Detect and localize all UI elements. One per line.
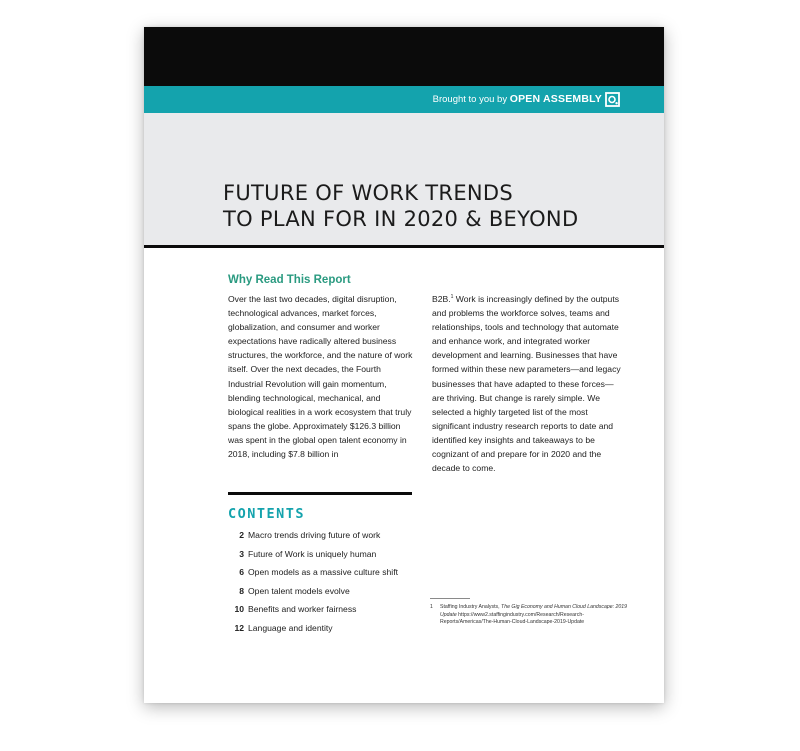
why-read-paragraph-left: Over the last two decades, digital disruption, technological advances, market forces, globalization, and consumer and worker expectations have radically altered business structures, the workforce, and the nature of work itself. Over the next decades, the Fourth Industrial Revolution will gain momentum, blending technological, mechanical, and biological realities in a work ecosystem that truly spans the globe. Approximately $126.3 billion was spent in the global open talent economy in 2018, including $7.8 billion in — [228, 294, 413, 460]
contents-page-number: 8 — [239, 585, 244, 596]
why-read-paragraph-right-text: Work is increasingly defined by the outputs and problems the workforce solves, teams and relationships, tools and technology that automate and enhance work, and integrated worker development and learning. Businesses that have formed within these new parameters—and legacy businesses that have adapted to these forces—are thriving. But change is rarely simple. We selected a highly targeted list of the most significant industry research reports to date and identified key insights and takeaways to be cognizant of and prepare for in 2020 and the decade to come. — [432, 294, 621, 474]
title-divider — [144, 245, 664, 248]
contents-item-label: Open models as a massive culture shift — [248, 567, 398, 578]
contents-item — [228, 549, 418, 568]
contents-list — [228, 530, 418, 642]
contents-page-number: 3 — [239, 548, 244, 559]
why-read-heading: Why Read This Report — [228, 274, 351, 286]
brought-to-you-text: Brought to you by — [432, 94, 508, 105]
contents-heading: CONTENTS — [228, 506, 306, 522]
contents-item — [228, 530, 418, 549]
contents-item — [228, 623, 418, 642]
contents-divider — [228, 492, 412, 495]
footnote — [430, 604, 628, 627]
report-page — [144, 27, 664, 703]
contents-item-label: Open talent models evolve — [248, 585, 350, 596]
contents-item — [228, 604, 418, 623]
why-read-paragraph-right — [432, 292, 624, 475]
contents-item — [228, 567, 418, 586]
contents-item-label: Future of Work is uniquely human — [248, 548, 377, 559]
contents-item-label: Benefits and worker fairness — [248, 604, 357, 615]
sponsor-band — [144, 86, 664, 113]
report-title: FUTURE OF WORK TRENDS TO PLAN FOR IN 2020 & BEYOND — [223, 181, 579, 231]
footnote-text — [440, 604, 628, 627]
contents-item — [228, 586, 418, 605]
sponsor-credit — [433, 86, 602, 113]
footnote-divider — [430, 598, 470, 599]
footnote-ref: 1 — [450, 294, 454, 301]
footnote-url: https://www2.staffingindustry.com/Research/Research-Reports/Americas/The-Human-Cloud-Landscape-2019-Update — [440, 611, 585, 625]
open-assembly-logo-icon — [605, 92, 620, 107]
brand-name: OPEN ASSEMBLY — [509, 93, 602, 105]
footnote-source: Staffing Industry Analysts, — [440, 604, 502, 610]
header-black-band — [144, 27, 664, 86]
contents-page-number: 6 — [239, 567, 244, 578]
contents-page-number: 2 — [239, 530, 244, 540]
contents-item-label: Language and identity — [248, 622, 333, 633]
footnote-title: The Gig Economy and Human Cloud Landscape: 2019 Update — [440, 604, 628, 618]
contents-page-number: 12 — [234, 622, 244, 633]
contents-page-number: 10 — [234, 604, 244, 615]
b2b-text: B2B. — [432, 294, 451, 304]
contents-item-label: Macro trends driving future of work — [248, 530, 381, 540]
footnote-number: 1 — [430, 604, 433, 610]
